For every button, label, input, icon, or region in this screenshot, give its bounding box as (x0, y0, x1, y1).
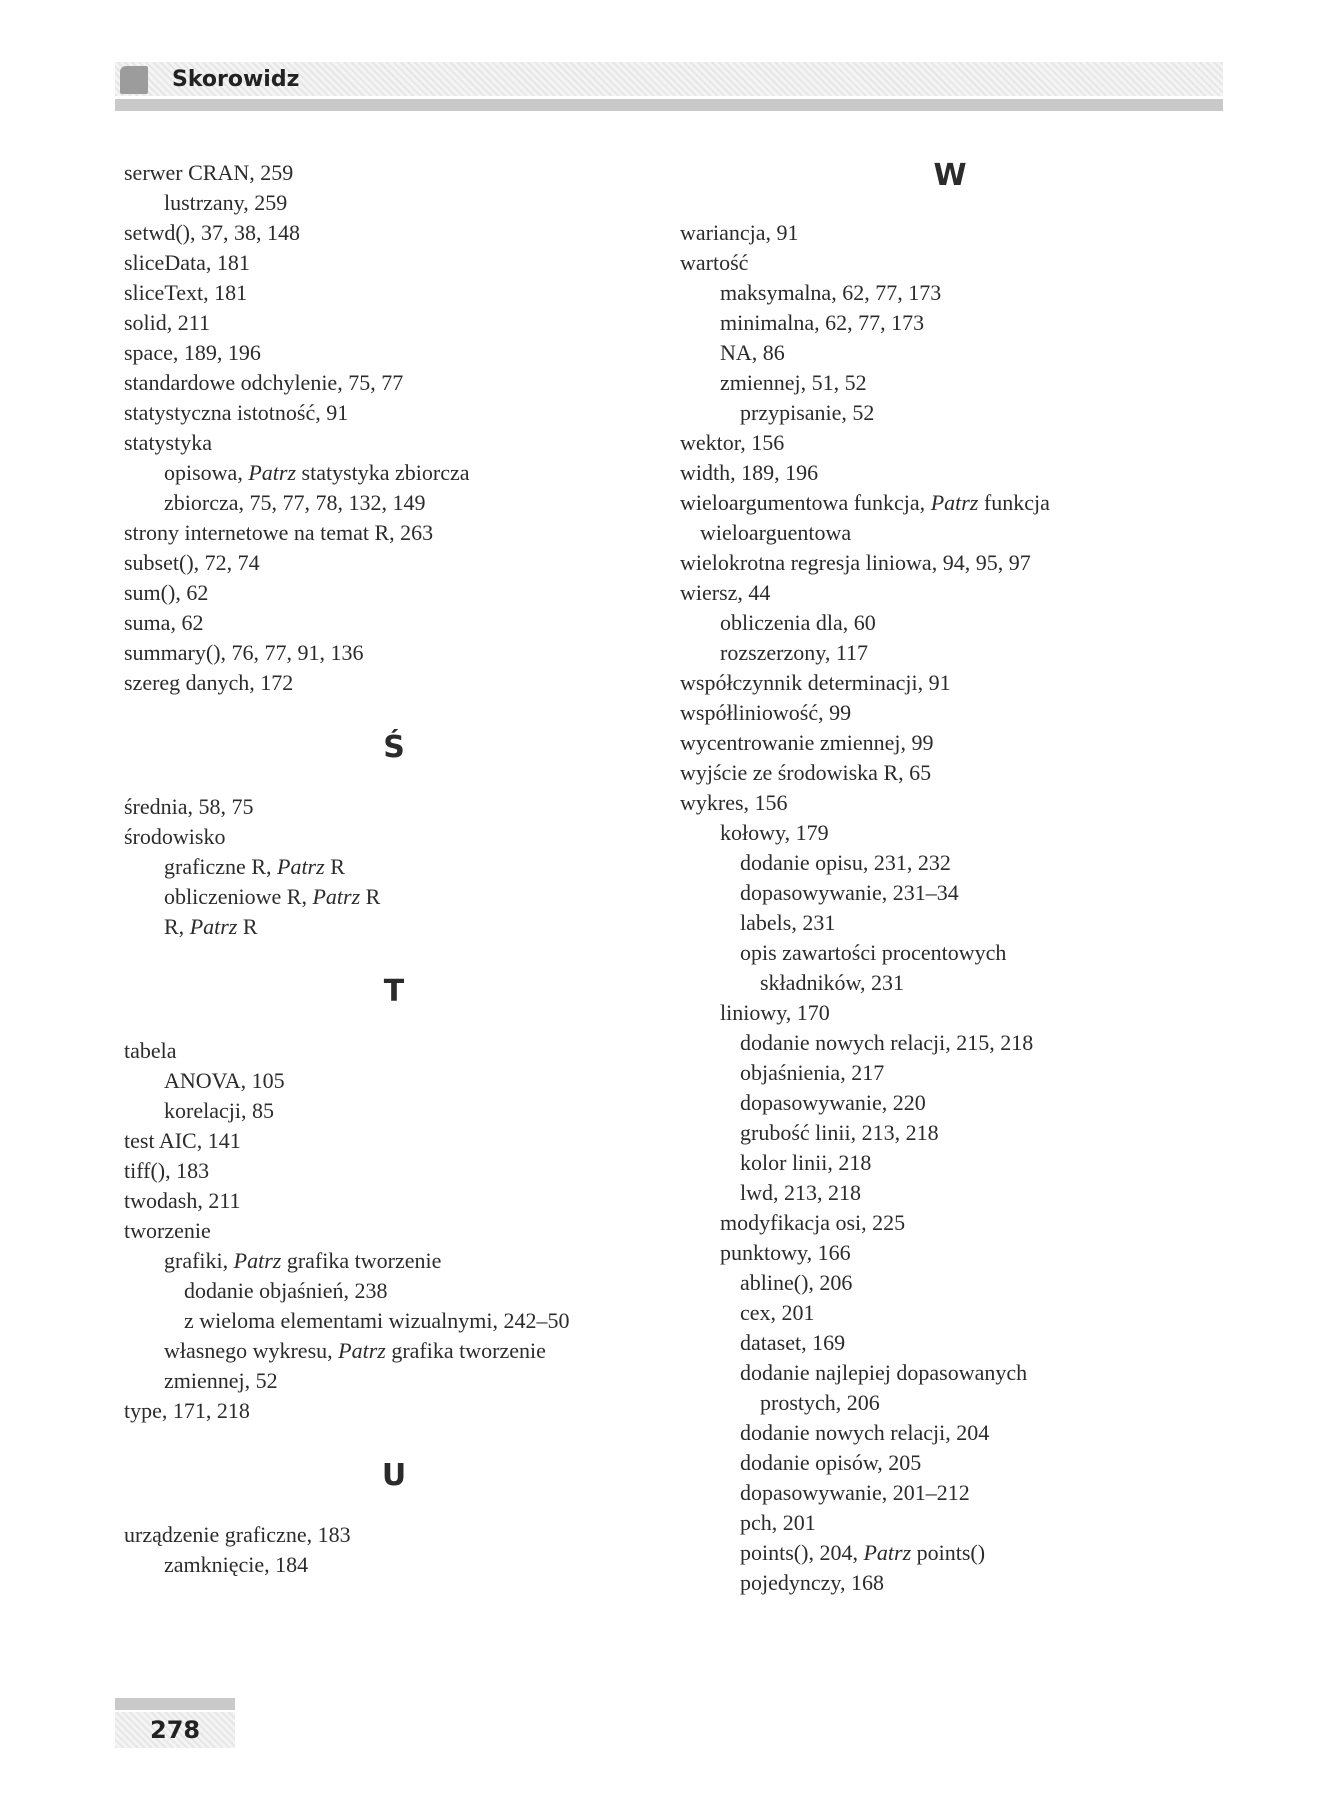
index-subentry: zbiorcza, 75, 77, 78, 132, 149 (164, 490, 426, 515)
index-subsubentry: przypisanie, 52 (740, 400, 875, 425)
index-subentry (124, 458, 664, 488)
index-subentry: obliczenia dla, 60 (720, 610, 876, 635)
patrz-label: Patrz (863, 1540, 912, 1565)
index-entry: współczynnik determinacji, 91 (680, 670, 951, 695)
index-entry: summary(), 76, 77, 91, 136 (124, 640, 364, 665)
footer-rule (115, 1698, 235, 1710)
patrz-label: Patrz (233, 1248, 282, 1273)
index-column-left (124, 158, 664, 1580)
entry-text: opisowa, (164, 460, 243, 485)
cross-reference: funkcja (983, 490, 1050, 515)
cross-reference: R (365, 884, 381, 909)
index-entry: serwer CRAN, 259 (124, 160, 294, 185)
index-entry: średnia, 58, 75 (124, 794, 254, 819)
index-entry: wariancja, 91 (680, 220, 799, 245)
section-letter-t: T (383, 974, 405, 1009)
index-subsubentry: dodanie najlepiej dopasowanych (740, 1360, 1028, 1385)
entry-text: obliczeniowe R, (164, 884, 307, 909)
index-entry: wiersz, 44 (680, 580, 771, 605)
index-entry: statystyczna istotność, 91 (124, 400, 349, 425)
index-entry: setwd(), 37, 38, 148 (124, 220, 300, 245)
index-entry: wektor, 156 (680, 430, 785, 455)
section-letter-s-acute: Ś (383, 730, 405, 765)
index-subsubentry: z wieloma elementami wizualnymi, 242–50 (184, 1308, 570, 1333)
index-entry: wykres, 156 (680, 790, 788, 815)
index-subsubentry: dodanie nowych relacji, 215, 218 (740, 1030, 1034, 1055)
index-entry: wielokrotna regresja liniowa, 94, 95, 97 (680, 550, 1031, 575)
index-subentry: rozszerzony, 117 (720, 640, 869, 665)
index-subentry: liniowy, 170 (720, 1000, 830, 1025)
index-subsubentry: pojedynczy, 168 (740, 1570, 884, 1595)
index-subsubentry: dodanie opisów, 205 (740, 1450, 922, 1475)
index-subentry (124, 1246, 664, 1276)
index-entry: space, 189, 196 (124, 340, 261, 365)
running-header-title: Skorowidz (172, 67, 300, 92)
index-entry: type, 171, 218 (124, 1398, 250, 1423)
index-entry: wyjście ze środowiska R, 65 (680, 760, 932, 785)
index-subsubentry: abline(), 206 (740, 1270, 853, 1295)
patrz-label: Patrz (930, 490, 979, 515)
header-tab-marker (120, 66, 148, 94)
index-subsubentry: dopasowywanie, 201–212 (740, 1480, 970, 1505)
index-subentry: punktowy, 166 (720, 1240, 851, 1265)
index-entry: szereg danych, 172 (124, 670, 294, 695)
index-subsubentry: dodanie nowych relacji, 204 (740, 1420, 990, 1445)
index-subsubentry: grubość linii, 213, 218 (740, 1120, 939, 1145)
index-subsubentry: opis zawartości procentowych (740, 940, 1007, 965)
index-entry (680, 488, 1220, 518)
index-entry: sliceText, 181 (124, 280, 248, 305)
index-subsubentry (680, 1538, 1220, 1568)
cross-reference: R (330, 854, 345, 879)
index-entry: solid, 211 (124, 310, 210, 335)
index-subsubentry: kolor linii, 218 (740, 1150, 872, 1175)
cross-reference: points() (916, 1540, 986, 1565)
index-subsubentry: dopasowywanie, 220 (740, 1090, 926, 1115)
index-subentry: minimalna, 62, 77, 173 (720, 310, 925, 335)
index-subentry (124, 852, 664, 882)
entry-text: własnego wykresu, (164, 1338, 333, 1363)
entry-text: R, (164, 914, 185, 939)
index-subentry: kołowy, 179 (720, 820, 829, 845)
cross-reference: R (242, 914, 258, 939)
index-entry: środowisko (124, 824, 226, 849)
index-subentry: modyfikacja osi, 225 (720, 1210, 906, 1235)
index-entry: suma, 62 (124, 610, 204, 635)
page-number: 278 (150, 1716, 201, 1744)
index-entry: tworzenie (124, 1218, 211, 1243)
index-entry-continuation: wieloarguentowa (700, 520, 852, 545)
index-subentry (124, 882, 664, 912)
index-entry: współliniowość, 99 (680, 700, 852, 725)
index-subsubentry: objaśnienia, 217 (740, 1060, 885, 1085)
index-entry: test AIC, 141 (124, 1128, 241, 1153)
index-subentry: zmiennej, 51, 52 (720, 370, 867, 395)
patrz-label: Patrz (277, 854, 325, 879)
entry-text: wieloargumentowa funkcja, (680, 490, 926, 515)
index-entry: tabela (124, 1038, 177, 1063)
entry-text: graficzne R, (164, 854, 272, 879)
index-entry: subset(), 72, 74 (124, 550, 260, 575)
index-subentry: zamknięcie, 184 (164, 1552, 309, 1577)
index-subsubentry-continuation: składników, 231 (760, 970, 905, 995)
index-subsubentry: cex, 201 (740, 1300, 815, 1325)
index-subsubentry: labels, 231 (740, 910, 836, 935)
entry-text: grafiki, (164, 1248, 229, 1273)
entry-text: points(), 204, (740, 1540, 858, 1565)
cross-reference: grafika tworzenie (391, 1338, 546, 1363)
index-subsubentry: pch, 201 (740, 1510, 816, 1535)
header-rule (115, 99, 1223, 111)
index-entry: twodash, 211 (124, 1188, 241, 1213)
index-subsubentry: dodanie opisu, 231, 232 (740, 850, 951, 875)
index-subentry: lustrzany, 259 (164, 190, 288, 215)
index-subsubentry-continuation: prostych, 206 (760, 1390, 880, 1415)
index-subsubentry: dopasowywanie, 231–34 (740, 880, 959, 905)
patrz-label: Patrz (312, 884, 361, 909)
index-subentry: ANOVA, 105 (164, 1068, 285, 1093)
section-letter-w: W (933, 158, 967, 193)
section-letter-u: U (381, 1458, 407, 1493)
index-entry: sliceData, 181 (124, 250, 250, 275)
index-subentry: NA, 86 (720, 340, 785, 365)
index-entry: strony internetowe na temat R, 263 (124, 520, 434, 545)
index-entry: urządzenie graficzne, 183 (124, 1522, 351, 1547)
index-subentry: korelacji, 85 (164, 1098, 274, 1123)
index-subentry (124, 1336, 664, 1366)
index-column-right (680, 158, 1220, 1598)
index-subsubentry: dodanie objaśnień, 238 (184, 1278, 388, 1303)
index-entry: wycentrowanie zmiennej, 99 (680, 730, 934, 755)
index-entry: tiff(), 183 (124, 1158, 210, 1183)
index-subentry (124, 912, 664, 942)
cross-reference: statystyka zbiorcza (301, 460, 470, 485)
cross-reference: grafika tworzenie (286, 1248, 442, 1273)
patrz-label: Patrz (338, 1338, 386, 1363)
index-subentry: zmiennej, 52 (164, 1368, 278, 1393)
index-entry: width, 189, 196 (680, 460, 819, 485)
index-entry: sum(), 62 (124, 580, 209, 605)
index-subsubentry: dataset, 169 (740, 1330, 846, 1355)
index-subentry: maksymalna, 62, 77, 173 (720, 280, 942, 305)
patrz-label: Patrz (189, 914, 238, 939)
index-entry: statystyka (124, 430, 212, 455)
index-entry: wartość (680, 250, 749, 275)
patrz-label: Patrz (248, 460, 297, 485)
index-entry: standardowe odchylenie, 75, 77 (124, 370, 404, 395)
index-subsubentry: lwd, 213, 218 (740, 1180, 861, 1205)
